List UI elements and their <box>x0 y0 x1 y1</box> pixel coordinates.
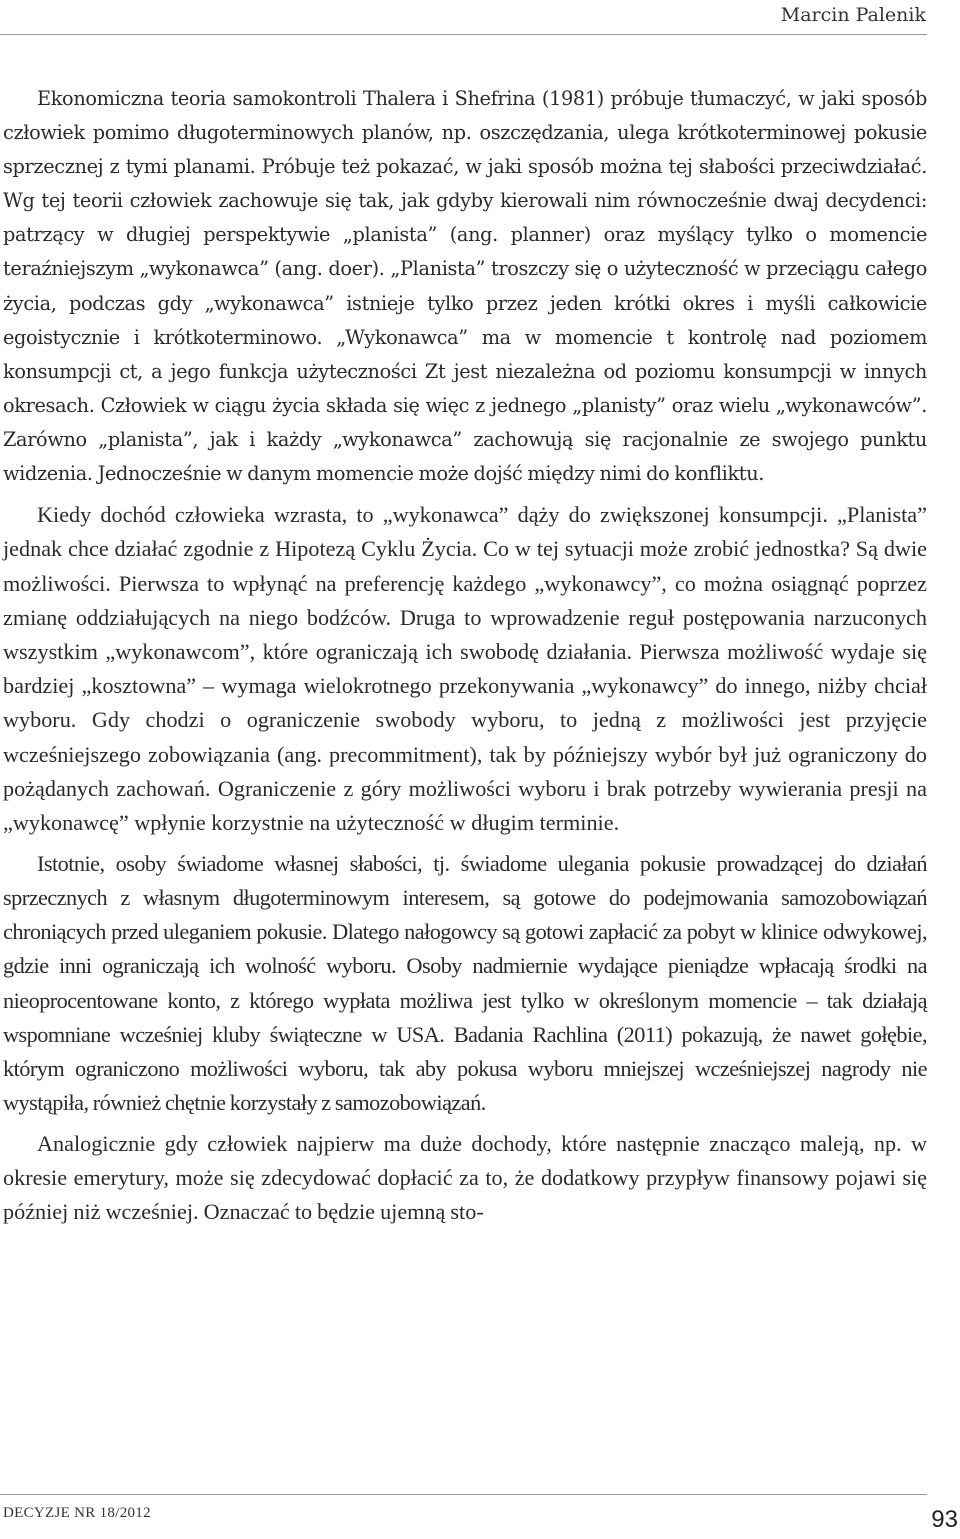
footer-divider <box>0 1494 927 1495</box>
article-body <box>3 82 927 1237</box>
running-header <box>0 0 926 34</box>
header-author: Marcin Palenik <box>780 4 926 26</box>
paragraph-analogous-case: Analogicznie gdy człowiek najpierw ma duże dochody, które następnie znacząco maleją, np. w okresie emerytury, może się zdecydować dopłacić za to, że dodatkowy przypływ finansowy pojawi się później niż wcześniej. Oznaczać to będzie ujemną sto- <box>3 1130 927 1225</box>
page-number: 93 <box>931 1506 958 1533</box>
journal-issue: DECYZJE NR 18/2012 <box>3 1505 151 1521</box>
paragraph-income-growth: Kiedy dochód człowieka wzrasta, to „wykonawca” dąży do zwiększonej konsumpcji. „Planista” jednak chce działać zgodnie z Hipotezą Cyklu Życia. Co w tej sytuacji może zrobić jednostka? Są dwie możliwości. Pierwsza to wpłynąć na preferencję każdego „wykonawcy”, co można osiągnąć poprzez zmianę oddziałujących na niego bodźców. Druga to wprowadzenie reguł postępowania narzuconych wszystkim „wykonawcom”, które ograniczają ich swobodę działania. Pierwsza możliwość wydaje się bardziej „kosztowna” – wymaga wielokrotnego przekonywania „wykonawcy” do innego, niżby chciał wyboru. Gdy chodzi o ograniczenie swobody wyboru, to jedną z możliwości jest przyjęcie wcześniejszego zobowiązania (ang. precommitment), tak by późniejszy wybór był już ograniczony do pożądanych zachowań. Ograniczenie z góry możliwości wyboru i brak potrzeby wywierania presji na „wykonawcę” wpłynie korzystnie na użyteczność w długim terminie. <box>3 502 927 835</box>
paragraph-self-commitment: Istotnie, osoby świadome własnej słabości, tj. świadome ulegania pokusie prowadzącej do działań sprzecznych z własnym długoterminowym interesem, są gotowe do podejmowania samozobowiązań chroniących przed uleganiem pokusie. Dlatego nałogowcy są gotowi zapłacić za pobyt w klinice odwykowej, gdzie inni ograniczają ich wolność wyboru. Osoby nadmiernie wydające pieniądze wpłacają środki na nieoprocentowane konto, z którego wypłata możliwa jest tylko w określonym momencie – tak działają wspomniane wcześniej kluby świąteczne w USA. Badania Rachlina (2011) pokazują, że nawet gołębie, którym ograniczono możliwości wyboru, tak aby pokusa wyboru mniejszej wcześniejszej nagrody nie wystąpiła, również chętnie korzystały z samozobowiązań. <box>3 851 927 1115</box>
header-divider <box>0 34 927 35</box>
paragraph-self-control-theory: Ekonomiczna teoria samokontroli Thalera i Shefrina (1981) próbuje tłumaczyć, w jaki sposób człowiek pomimo długoterminowych planów, np. oszczędzania, ulega krótkoterminowej pokusie sprzecznej z tymi planami. Próbuje też pokazać, w jaki sposób można tej słabości przeciwdziałać. Wg tej teorii człowiek zachowuje się tak, jak gdyby kierowali nim równocześnie dwaj decydenci: patrzący w długiej perspektywie „planista” (ang. planner) oraz myślący tylko o momencie teraźniejszym „wykonawca” (ang. doer). „Planista” troszczy się o użyteczność w przeciągu całego życia, podczas gdy „wykonawca” istnieje tylko przez jeden krótki okres i myśli całkowicie egoistycznie i krótkoterminowo. „Wykonawca” ma w momencie t kontrolę nad poziomem konsumpcji ct, a jego funkcja użyteczności Zt jest niezależna od poziomu konsumpcji w innych okresach. Człowiek w ciągu życia składa się więc z jednego „planisty” oraz wielu „wykonawców”. Zarówno „planista”, jak i każdy „wykonawca” zachowują się racjonalnie ze swojego punktu widzenia. Jednocześnie w danym momencie może dojść między nimi do konfliktu. <box>3 87 927 486</box>
